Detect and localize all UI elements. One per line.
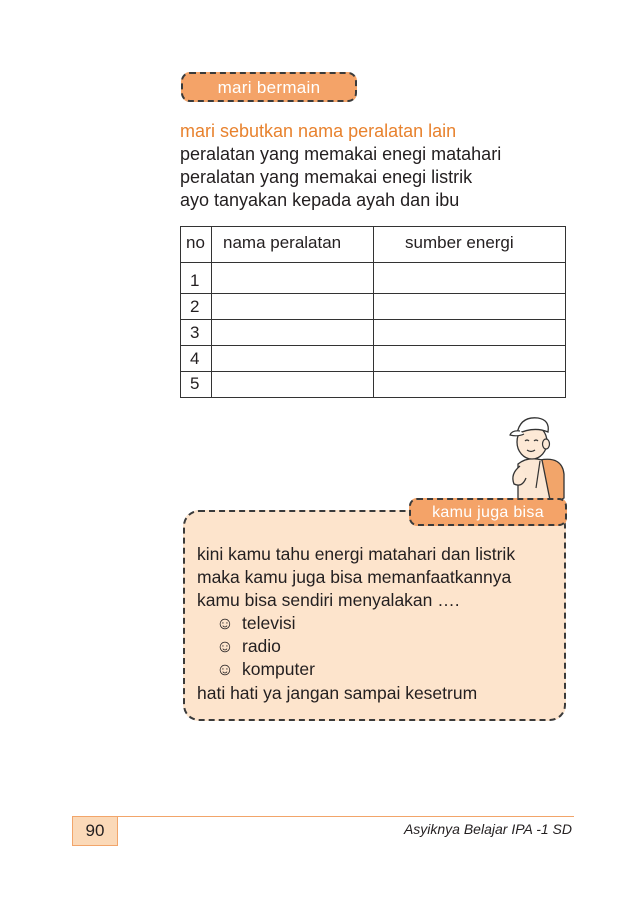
table-row-number: 5: [190, 374, 200, 393]
table-row-rule: [181, 345, 565, 346]
table-row-rule: [181, 293, 565, 294]
tip-closing: hati hati ya jangan sampai kesetrum: [197, 683, 478, 703]
tip-line-2: maka kamu juga bisa memanfaatkannya: [197, 567, 512, 587]
activity-tag: mari bermain: [181, 72, 357, 102]
table-row-rule: [181, 371, 565, 372]
table-row-rule: [181, 319, 565, 320]
tip-item-label: radio: [242, 636, 281, 656]
tip-line-3: kamu bisa sendiri menyalakan ….: [197, 590, 460, 610]
table-row-number: 4: [190, 349, 200, 368]
equipment-table: [180, 226, 566, 398]
tip-tag: kamu juga bisa: [409, 498, 567, 526]
smiley-icon: ☺: [216, 659, 234, 679]
footer-rule: [118, 816, 574, 817]
tip-list-item: [216, 635, 281, 658]
tip-line-1: kini kamu tahu energi matahari dan listrik: [197, 544, 516, 564]
tip-list-item: [216, 612, 296, 635]
table-row-number: 2: [190, 297, 200, 316]
table-header-equipment: nama peralatan: [223, 233, 342, 252]
table-header-rule: [181, 262, 565, 263]
table-header-energy-source: sumber energi: [405, 233, 514, 252]
table-header-no: no: [186, 233, 205, 252]
table-row-number: 1: [190, 271, 200, 290]
activity-line-1: mari sebutkan nama peralatan lain: [180, 121, 457, 141]
tip-item-label: komputer: [242, 659, 315, 679]
table-row-number: 3: [190, 323, 200, 342]
book-title: Asyiknya Belajar IPA -1 SD: [403, 821, 572, 837]
activity-line-2: peralatan yang memakai enegi matahari: [180, 144, 502, 164]
boy-illustration: [496, 408, 572, 506]
activity-line-4: ayo tanyakan kepada ayah dan ibu: [180, 190, 460, 210]
smiley-icon: ☺: [216, 636, 234, 656]
tip-list-item: [216, 658, 315, 681]
smiley-icon: ☺: [216, 613, 234, 633]
tip-item-label: televisi: [242, 613, 296, 633]
page-number: 90: [72, 816, 118, 846]
activity-line-3: peralatan yang memakai enegi listrik: [180, 167, 473, 187]
